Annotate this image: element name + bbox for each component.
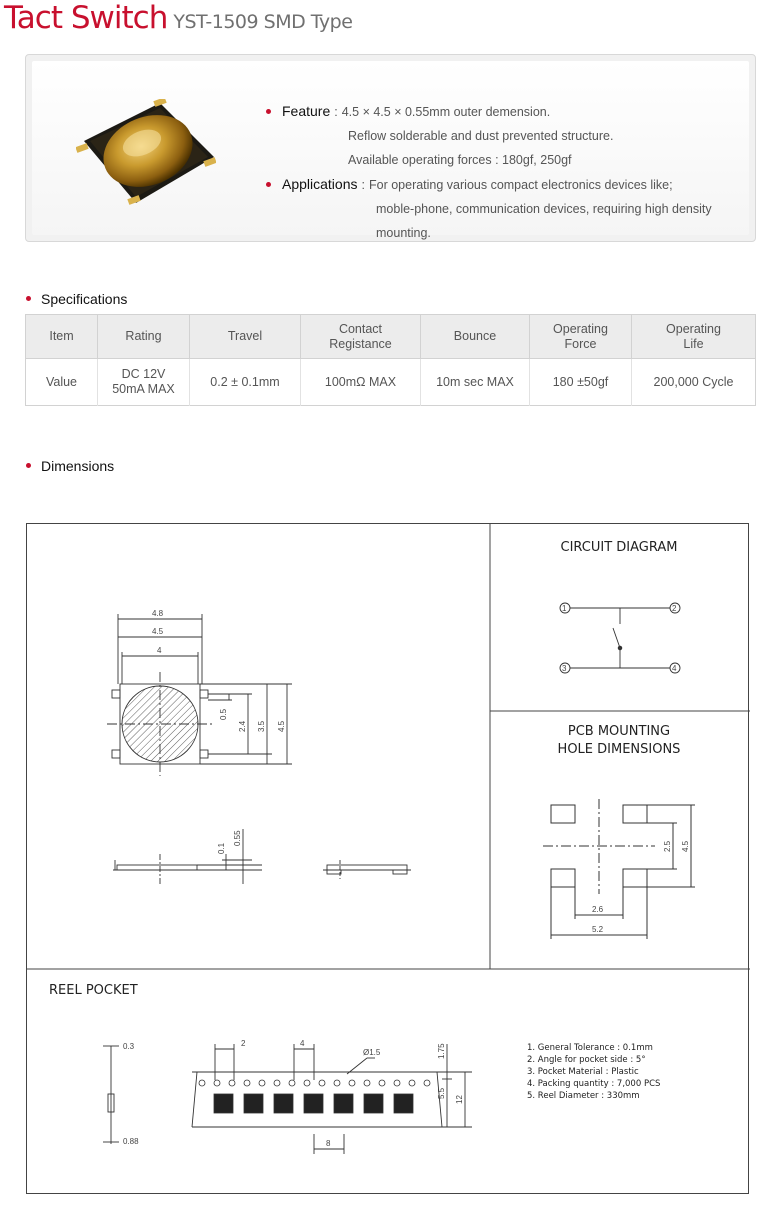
feature-list (266, 99, 736, 242)
pcb-title-line2: HOLE DIMENSIONS (557, 742, 681, 757)
svg-text:5.2: 5.2 (592, 925, 604, 934)
table-header: Operating Life (632, 315, 756, 359)
feature-box-inner (32, 61, 749, 240)
note-line: 2. Angle for pocket side : 5° (527, 1055, 646, 1065)
reel-pocket-title: REEL POCKET (49, 983, 138, 998)
svg-text:0.5: 0.5 (219, 708, 228, 720)
dimension-drawing (26, 523, 749, 1194)
bullet-icon (266, 182, 271, 187)
side-view-dimension-labels (217, 830, 242, 854)
reel-tape-labels (241, 1039, 464, 1148)
drawing-canvas (27, 524, 750, 1195)
applications-line: mounting. (376, 226, 431, 240)
svg-text:4: 4 (672, 664, 677, 673)
reel-pockets (214, 1094, 413, 1113)
product-photo (76, 99, 216, 209)
product-title: Tact Switch (4, 0, 168, 36)
svg-text:3.5: 3.5 (257, 720, 266, 732)
reel-side-labels (123, 1042, 139, 1146)
pcb-title-line1: PCB MOUNTING (567, 724, 671, 739)
dimensions-heading: Dimensions (26, 458, 114, 474)
applications-row: Applications : For operating various compact electronics devices like; (266, 172, 736, 197)
applications-line: For operating various compact electronics devices like; (368, 178, 673, 192)
table-cell: Value (26, 359, 98, 406)
table-cell: 180 ±50gf (530, 359, 632, 406)
page-title (4, 0, 352, 40)
side-view-2 (323, 860, 411, 879)
svg-text:2.6: 2.6 (592, 905, 604, 914)
svg-text:3: 3 (562, 664, 567, 673)
note-line: 5. Reel Diameter : 330mm (527, 1091, 640, 1101)
table-header: Bounce (421, 315, 530, 359)
svg-text:0.88: 0.88 (123, 1137, 139, 1146)
table-header: Travel (190, 315, 301, 359)
table-cell: 10m sec MAX (421, 359, 530, 406)
svg-text:4: 4 (157, 646, 162, 655)
applications-line: moble-phone, communication devices, requiring high density (376, 202, 712, 216)
feature-line: Available operating forces : 180gf, 250gf (348, 153, 572, 167)
note-line: 1. General Tolerance : 0.1mm (527, 1043, 653, 1053)
table-cell: 0.2 ± 0.1mm (190, 359, 301, 406)
bullet-icon (26, 296, 31, 301)
svg-text:1: 1 (562, 604, 567, 613)
table-header: Item (26, 315, 98, 359)
table-cell: DC 12V 50mA MAX (98, 359, 190, 406)
pcb-pads (543, 799, 695, 939)
table-header-row (26, 315, 756, 359)
note-line: 3. Pocket Material : Plastic (527, 1067, 639, 1077)
svg-text:2.4: 2.4 (238, 720, 247, 732)
table-header: Operating Force (530, 315, 632, 359)
circuit-diagram-title: CIRCUIT DIAGRAM (560, 540, 678, 555)
svg-text:2: 2 (241, 1039, 246, 1048)
reel-sprocket-holes (199, 1080, 430, 1086)
reel-side-view (103, 1046, 119, 1144)
bullet-icon (266, 109, 271, 114)
table-header: Contact Registance (301, 315, 421, 359)
svg-text:1.75: 1.75 (437, 1043, 446, 1059)
svg-text:4.5: 4.5 (152, 627, 164, 636)
svg-text:4.5: 4.5 (681, 840, 690, 852)
feature-row: Feature : 4.5 × 4.5 × 0.55mm outer demension. (266, 99, 736, 124)
table-cell: 200,000 Cycle (632, 359, 756, 406)
svg-text:4: 4 (300, 1039, 305, 1048)
svg-text:0.1: 0.1 (217, 842, 226, 854)
table-cell: 100mΩ MAX (301, 359, 421, 406)
note-line: 4. Packing quantity : 7,000 PCS (527, 1079, 661, 1089)
feature-line: 4.5 × 4.5 × 0.55mm outer demension. (341, 105, 551, 119)
table-row (26, 359, 756, 406)
top-view-outline (107, 614, 292, 776)
feature-label: Feature (282, 103, 331, 119)
svg-text:Ø1.5: Ø1.5 (363, 1048, 381, 1057)
specifications-heading: Specifications (26, 291, 127, 307)
svg-text:12: 12 (455, 1095, 464, 1104)
circuit-diagram (560, 603, 680, 673)
feature-box (25, 54, 756, 242)
svg-text:2: 2 (672, 604, 677, 613)
svg-text:4.5: 4.5 (277, 720, 286, 732)
feature-line: Reflow solderable and dust prevented structure. (348, 129, 614, 143)
svg-text:2.5: 2.5 (663, 840, 672, 852)
svg-text:5.5: 5.5 (437, 1087, 446, 1099)
reel-tape (192, 1044, 472, 1154)
svg-text:0.3: 0.3 (123, 1042, 135, 1051)
bullet-icon (26, 463, 31, 468)
table-header: Rating (98, 315, 190, 359)
svg-text:4.8: 4.8 (152, 609, 164, 618)
applications-label: Applications (282, 176, 358, 192)
product-subtitle: YST-1509 SMD Type (173, 11, 353, 33)
reel-notes (527, 1043, 660, 1101)
svg-text:0.55: 0.55 (233, 830, 242, 846)
svg-text:8: 8 (326, 1139, 331, 1148)
circuit-pin-labels (562, 604, 677, 673)
specifications-table (25, 314, 756, 406)
